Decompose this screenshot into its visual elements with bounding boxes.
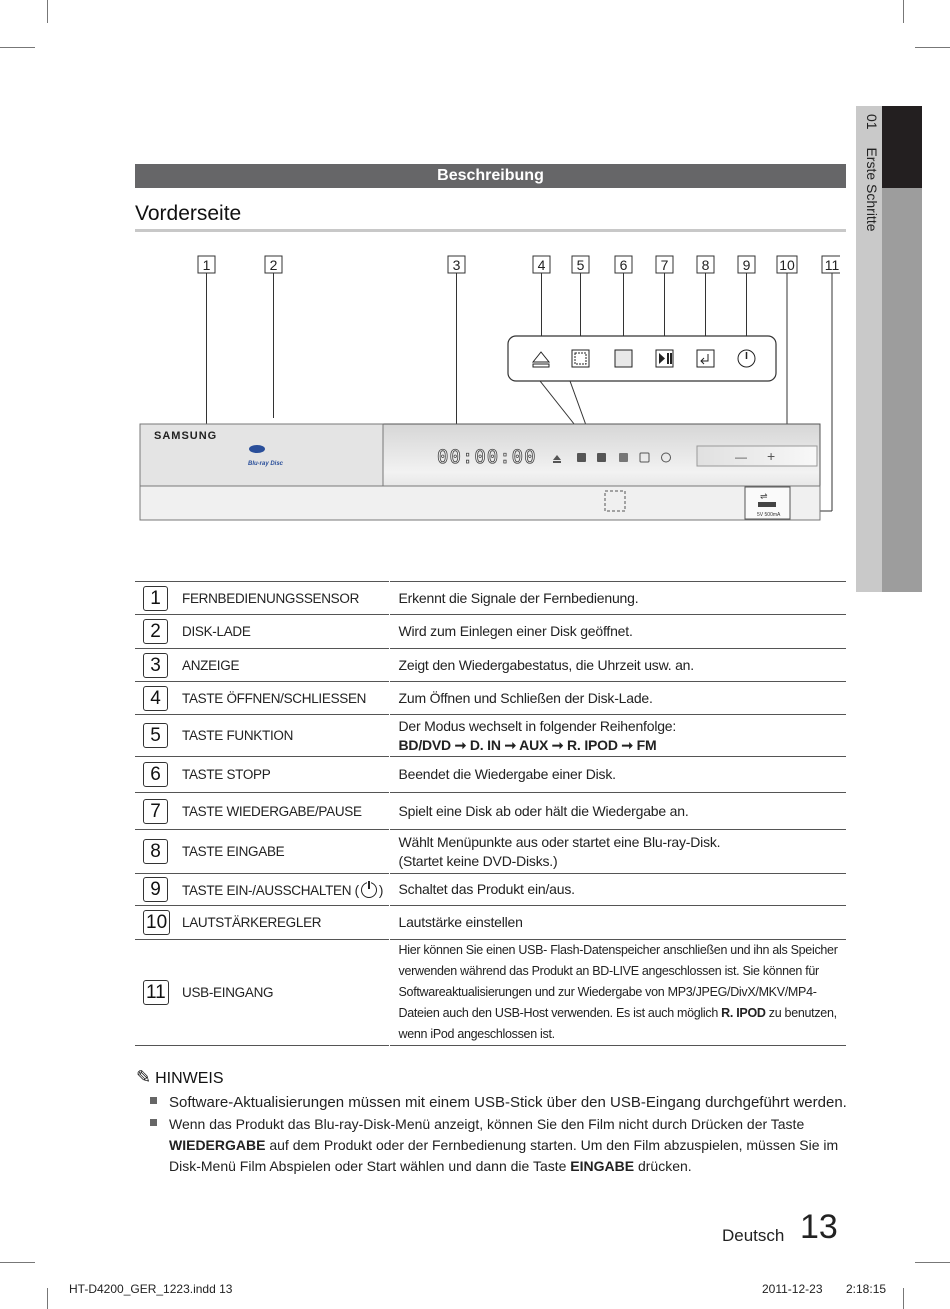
play-pause-icon [656,350,673,367]
item-number: 10 [143,910,170,935]
item-number: 3 [143,653,168,678]
table-row: 9 TASTE EIN-/AUSSCHALTEN ( ) Schaltet das Produkt ein/aus. [135,874,846,906]
callout-3 [448,256,465,273]
item-description: Der Modus wechselt in folgender Reihenfolge: [398,717,677,734]
item-description: Erkennt die Signale der Fernbedienung. [398,589,639,606]
page-language: Deutsch [722,1226,785,1245]
svg-text:5V 500mA: 5V 500mA [757,512,781,518]
item-name: LAUTSTÄRKEREGLER [182,915,322,930]
item-name: TASTE EIN-/AUSSCHALTEN ( [182,882,359,898]
title-rule [135,229,846,232]
svg-text:3: 3 [452,257,461,273]
table-row [135,906,846,940]
table-row [135,757,846,793]
chapter-title: Erste Schritte [864,147,880,232]
item-description: Hier können Sie einen USB- Flash-Datenspeicher anschließen und ihn als Speicher verwenden während das Produkt an BD-LIVE angeschlossen ist. Sie können für Softwareaktualisierungen und zur Wiedergabe von MP3/JPEG/DivX/MKV/MP4-Dateien auch den USB-Host verwenden. Es ist auch möglich [398,943,838,1020]
section-bar: Beschreibung [135,164,846,188]
callout-2 [265,256,282,273]
note-heading: ✎ HINWEIS [136,1067,224,1087]
table-row [135,615,846,649]
item-description: Wählt Menüpunkte aus oder startet eine Blu-ray-Disk. [398,833,721,850]
crop-mark [903,0,904,23]
svg-text:⇌: ⇌ [760,492,768,502]
table-row: 11 USB-EINGANG Hier können Sie einen USB- Flash-Datenspeicher anschließen und ihn als Speicher verwenden während das Produkt an BD-LIVE angeschlossen ist. Sie können für Softwareaktualisierungen und zur Wiedergabe von MP3/JPEG/DivX/MKV/MP4-Dateien auch den USB-Host verwenden. Es ist auch möglich R. IPOD zu benutzen, wenn iPod angeschlossen ist. [135,940,846,1046]
chapter-tab-shade [882,188,922,592]
svg-text:+: + [767,448,776,464]
item-description: Zeigt den Wiedergabestatus, die Uhrzeit usw. an. [398,656,694,673]
item-description: Lautstärke einstellen [398,914,523,930]
callout-5 [572,256,589,273]
item-description-line2: (Startet keine DVD-Disks.) [398,852,558,869]
note-item: Software-Aktualisierungen müssen mit einem USB-Stick über den USB-Eingang durchgeführt werden. [150,1092,849,1113]
item-name: TASTE ÖFFNEN/SCHLIESSEN [182,690,367,706]
table-row [135,830,846,874]
footer-date: 2011-12-23 [762,1282,823,1296]
item-number: 4 [143,686,168,711]
callout-8 [697,256,714,273]
table-row [135,582,846,615]
item-number: 8 [143,839,168,864]
front-display: 00:00:00 [437,446,537,468]
svg-text:10: 10 [779,257,795,273]
item-number: 1 [143,586,168,611]
callout-9 [738,256,755,273]
svg-text:Blu-ray Disc: Blu-ray Disc [248,461,284,467]
item-number: 11 [143,980,169,1005]
callout-6 [615,256,632,273]
power-icon [361,882,377,898]
table-row [135,649,846,682]
item-number: 9 [143,877,168,902]
front-panel-diagram [120,246,840,536]
svg-text:4: 4 [537,257,546,273]
item-number: 2 [143,619,168,644]
svg-text:1: 1 [202,257,211,273]
device-body [140,424,820,520]
crop-mark [0,1262,35,1263]
crop-mark [47,0,48,23]
crop-mark [903,1288,904,1309]
footer-time: 2:18:15 [846,1282,887,1296]
callout-10 [777,256,797,273]
brand-logo: SAMSUNG [154,430,218,442]
item-name: TASTE STOPP [182,767,271,782]
item-number: 5 [143,723,168,748]
svg-text:8: 8 [701,257,710,273]
chapter-tab-dark [882,106,922,188]
callout-4 [533,256,550,273]
item-description: Beendet die Wiedergabe einer Disk. [398,766,616,782]
volume-control [697,446,817,466]
bullet-square-icon [150,1119,157,1126]
callout-7 [656,256,673,273]
pencil-icon: ✎ [136,1067,152,1087]
item-name: USB-EINGANG [182,985,274,1000]
stop-button-icon [615,350,632,367]
item-description: Schaltet das Produkt ein/aus. [398,881,575,897]
item-number: 6 [143,762,168,787]
item-name: TASTE WIEDERGABE/PAUSE [182,803,362,819]
svg-text:2: 2 [269,257,278,273]
item-name: DISK-LADE [182,624,251,639]
callout-11 [822,256,840,273]
chapter-number: 01 [864,114,880,130]
page-title: Vorderseite [135,202,242,225]
item-description: Spielt eine Disk ab oder hält die Wiedergabe an. [398,802,689,819]
item-name: ANZEIGE [182,657,240,673]
item-description-line2: BD/DVD ➞ D. IN ➞ AUX ➞ R. IPOD ➞ FM [398,736,657,753]
page-number: 13 [800,1208,838,1246]
crop-mark [915,1262,950,1263]
svg-text:11: 11 [824,257,840,273]
table-row [135,793,846,830]
crop-mark [47,1288,48,1309]
enter-icon [697,350,714,367]
usb-port [745,487,790,519]
item-name: TASTE FUNKTION [182,728,294,743]
chapter-label [858,114,880,374]
item-number: 7 [143,799,168,824]
crop-mark [915,47,950,48]
item-description: Wird zum Einlegen einer Disk geöffnet. [398,623,633,639]
table-row [135,715,846,757]
power-icon [738,350,755,367]
crop-mark [0,47,35,48]
button-strip-zoom [508,336,776,381]
callout-markers [198,256,840,273]
bullet-square-icon [150,1097,157,1104]
svg-text:6: 6 [619,257,628,273]
svg-text:9: 9 [742,257,751,273]
note-item: Wenn das Produkt das Blu-ray-Disk-Menü anzeigt, können Sie den Film nicht durch Drücken der Taste WIEDERGABE auf dem Produkt oder der Fernbedienung starten. Um den Film abzuspielen, müssen Sie im Disk-Menü Film Abspielen oder Start wählen und dann die Taste EINGABE drücken. [150,1114,849,1177]
item-name: TASTE EINGABE [182,844,285,859]
footer-filename: HT-D4200_GER_1223.indd 13 [69,1282,233,1296]
table-row [135,682,846,715]
svg-text:7: 7 [660,257,669,273]
callout-1 [198,256,215,273]
svg-text:—: — [735,450,747,464]
svg-text:5: 5 [576,257,585,273]
item-description: Zum Öffnen und Schließen der Disk-Lade. [398,689,653,706]
item-name: FERNBEDIENUNGSSENSOR [182,590,360,606]
component-table [135,581,846,1046]
